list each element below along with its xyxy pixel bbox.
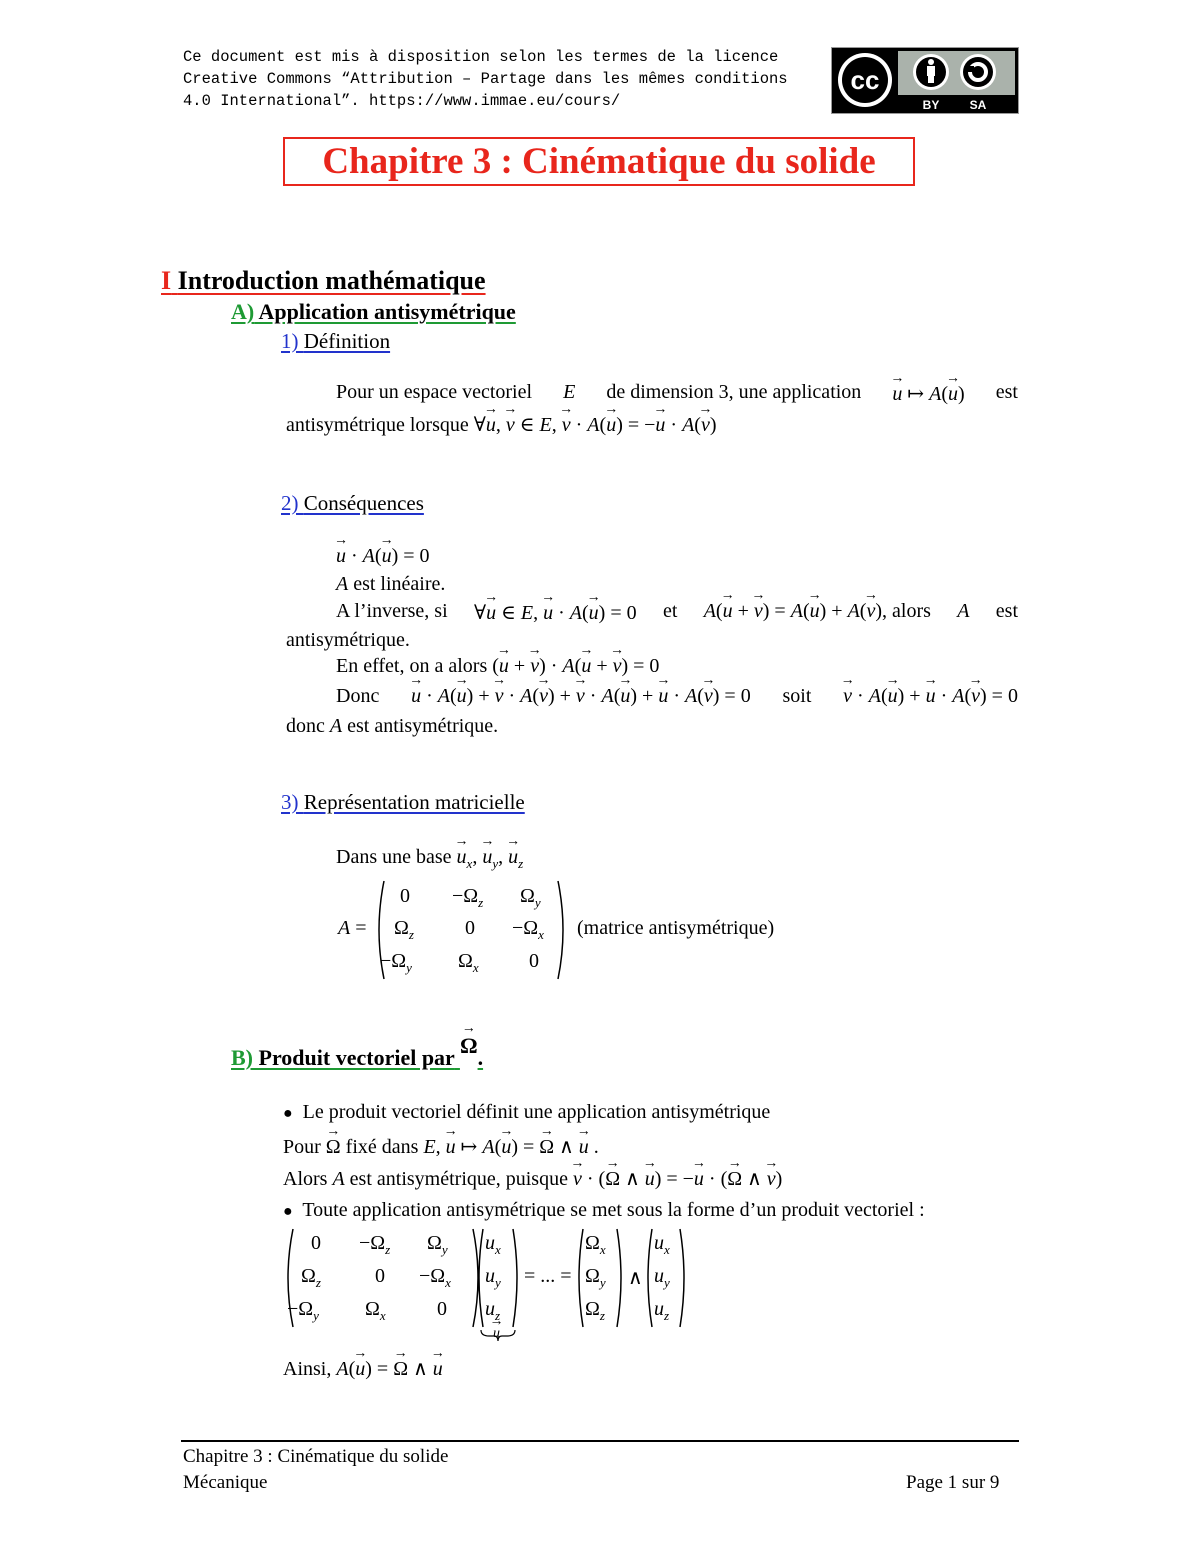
omega-column-vector: $\Omega_x$ $\Omega_y$ $\Omega_z$	[575, 1226, 625, 1330]
heading-title: Conséquences	[303, 491, 424, 515]
heading-definition	[281, 329, 390, 354]
section-heading-1	[161, 266, 486, 296]
text: de dimension 3, une application	[606, 381, 862, 403]
text: Donc	[336, 685, 380, 707]
antisymmetric-matrix: 0 $-\Omega_z$ $\Omega_y$ $\Omega_z$ 0 $-\Omega_x$ $-\Omega_y$ $\Omega_x$ 0	[372, 878, 570, 982]
footer-divider	[181, 1440, 1019, 1442]
text: est antisymétrique, puisque	[349, 1168, 568, 1190]
text: A l’inverse, si	[336, 600, 448, 622]
definition-line-2	[286, 412, 717, 437]
text: En effet, on a alors	[336, 655, 488, 677]
consequence-line-6	[336, 685, 1018, 708]
subsection-title: Produit vectoriel par	[258, 1045, 455, 1070]
subsection-title: Application antisymétrique	[258, 299, 516, 324]
text: soit	[782, 685, 812, 707]
definition-line-1	[336, 381, 1018, 406]
formula-E: E	[563, 381, 576, 403]
consequence-line-2: A est linéaire.	[336, 573, 446, 595]
matrix-note: (matrice antisymétrique)	[577, 917, 775, 939]
bullet-icon: ●	[283, 1105, 293, 1122]
section-title: Introduction mathématique	[177, 266, 486, 295]
text: fixé dans	[345, 1136, 419, 1158]
formula: → u · A(→ u) + → v · A(→ v) + → v · A(→ u) + → u · A(→ v) = 0	[411, 685, 751, 708]
base-line: Dans une base → $u_x$, → $u_y$, → $u_z$	[336, 846, 523, 872]
formula: → v · A(→ u) + → u · A(→ v) = 0	[843, 685, 1018, 708]
text: est	[995, 381, 1018, 403]
text: est	[995, 600, 1018, 622]
title-period: .	[477, 1045, 484, 1070]
text: Alors	[283, 1168, 328, 1190]
license-line-1: Ce document est mis à disposition selon les termes de la licence	[183, 48, 779, 66]
text: Le produit vectoriel définit une application antisymétrique	[302, 1101, 771, 1123]
chapter-title: Chapitre 3 : Cinématique du solide	[322, 141, 876, 182]
text: antisymétrique lorsque	[286, 414, 469, 436]
text: est antisymétrique.	[347, 715, 499, 737]
license-line-3: 4.0 International”. https://www.immae.eu/cours/	[183, 92, 621, 110]
footer-chapter: Chapitre 3 : Cinématique du solide	[183, 1446, 449, 1467]
subsection-number: A)	[231, 299, 255, 324]
u-column-vector-2: $u_x$ $u_y$ $u_z$	[644, 1226, 688, 1330]
chapter-title-box	[283, 137, 915, 186]
formula: ∀→ u ∈ E, → u · A(→ u) = 0	[474, 600, 637, 625]
then-antisym-line: Alors A est antisymétrique, puisque → v · (→ Ω ∧ → u) = −→ u · (→ Ω ∧ → v)	[283, 1166, 782, 1191]
bullet-line-2	[283, 1199, 925, 1222]
consequence-line-5: En effet, on a alors (→ u + → v) · A(→ u + → v) = 0	[336, 655, 659, 678]
section-number: I	[161, 266, 172, 295]
u-column-vector: $u_x$ $u_y$ $u_z$ → u	[475, 1226, 521, 1330]
heading-title: Représentation matricielle	[303, 790, 525, 814]
consequence-line-7: donc A est antisymétrique.	[286, 715, 499, 737]
heading-number: 1)	[281, 329, 299, 353]
sa-mark: SA	[969, 98, 987, 112]
matrix-label: A =	[338, 917, 367, 939]
bullet-line-1	[283, 1101, 770, 1124]
cc-mark: cc	[850, 65, 880, 95]
by-mark: BY	[922, 98, 940, 112]
heading-number: 3)	[281, 790, 299, 814]
equals-ellipsis: = ... =	[524, 1265, 572, 1287]
subsection-number: B)	[231, 1045, 253, 1070]
text: Pour	[283, 1136, 321, 1158]
footer-subject: Mécanique	[183, 1472, 268, 1493]
cc-logo-icon	[832, 48, 1018, 113]
license-text	[183, 46, 788, 112]
heading-consequences	[281, 491, 424, 516]
bullet-icon: ●	[283, 1203, 293, 1220]
heading-title: Définition	[303, 329, 391, 353]
text: et	[662, 600, 678, 622]
heading-number: 2)	[281, 491, 299, 515]
consequence-line-1: → u · A(→ u) = 0	[336, 545, 430, 568]
omega-fixed-line: Pour → Ω fixé dans E, → u ↦ A(→ u) = → Ω ∧ → u .	[283, 1134, 599, 1159]
formula-map: → u ↦ A(→ u)	[892, 381, 964, 406]
product-matrix: 0 $-\Omega_z$ $\Omega_y$ $\Omega_z$ 0 $-\Omega_x$ $-\Omega_y$ $\Omega_x$ 0	[283, 1226, 483, 1330]
formula-antisym: ∀→ u, → v ∈ E, → v · A(→ u) = −→ u · A(→ v)	[474, 414, 717, 436]
subsection-heading-a	[231, 299, 516, 325]
text: Dans une base	[336, 846, 452, 868]
cc-by-sa-badge	[831, 47, 1019, 114]
text: Pour un espace vectoriel	[336, 381, 533, 403]
omega-symbol: → Ω	[460, 1033, 478, 1059]
consequence-line-3: A l’inverse, si ∀→ u ∈ E, → u · A(→ u) = 0 et A(→ u + → v) = A(→ u) + A(→ v), alors A est	[336, 600, 1018, 625]
text: , alors	[882, 600, 931, 622]
text: donc	[286, 715, 325, 737]
footer-page-number: Page 1 sur 9	[906, 1472, 1000, 1493]
conclusion-line: Ainsi, A(→ u) = → Ω ∧ → u	[283, 1356, 443, 1381]
consequence-line-4: antisymétrique.	[286, 629, 410, 651]
heading-matrix	[281, 790, 525, 815]
license-line-2: Creative Commons “Attribution – Partage dans les mêmes conditions	[183, 70, 788, 88]
text: est linéaire.	[353, 573, 446, 595]
text: Toute application antisymétrique se met sous la forme d’un produit vectoriel :	[302, 1199, 925, 1221]
wedge-operator: ∧	[628, 1267, 643, 1289]
formula: A(→ u + → v) = A(→ u) + A(→ v), alors	[704, 600, 931, 625]
text: Ainsi,	[283, 1358, 332, 1380]
subsection-heading-b	[231, 1033, 484, 1071]
